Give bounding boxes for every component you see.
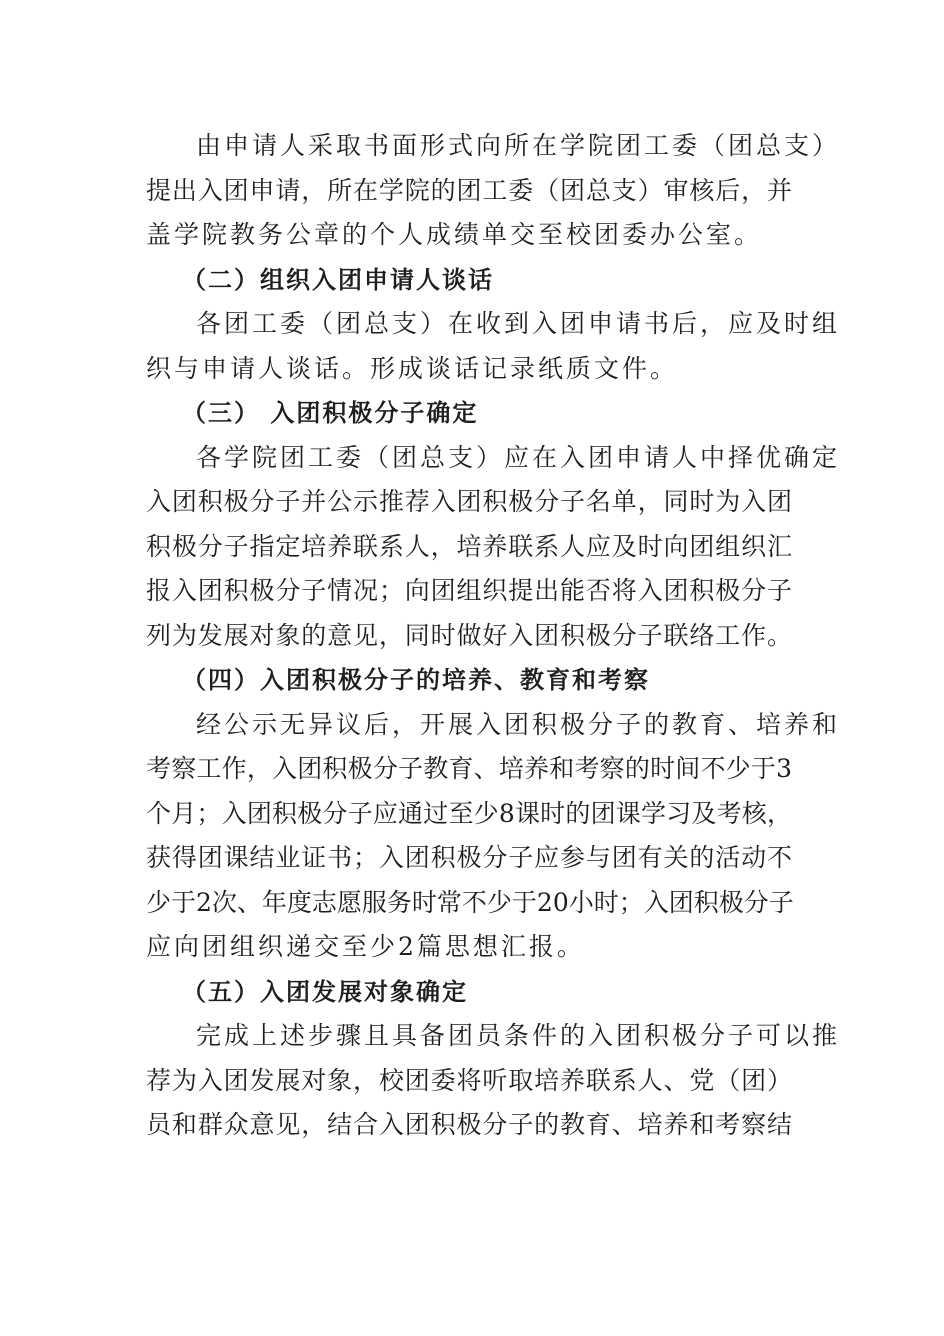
document-body xyxy=(146,124,841,1148)
paragraph-line: 个月；入团积极分子应通过至少8课时的团课学习及考核， xyxy=(146,798,792,828)
paragraph-line: 提出入团申请，所在学院的团工委（团总支）审核后，并 xyxy=(146,175,792,205)
paragraph-line: 员和群众意见，结合入团积极分子的教育、培养和考察结 xyxy=(146,1110,792,1139)
paragraph-line: 应向团组织递交至少2篇思想汇报。 xyxy=(146,932,585,961)
section-heading-5: （五）入团发展对象确定 xyxy=(182,977,468,1006)
section-heading-4: （四）入团积极分子的培养、教育和考察 xyxy=(182,666,650,694)
paragraph-line: 经公示无异议后，开展入团积极分子的教育、培养和 xyxy=(196,709,841,739)
paragraph-line: 列为发展对象的意见，同时做好入团积极分子联络工作。 xyxy=(146,620,792,650)
paragraph-line: 荐为入团发展对象，校团委将听取培养联系人、党（团） xyxy=(146,1065,792,1095)
paragraph-line: 考察工作，入团积极分子教育、培养和考察的时间不少于3 xyxy=(146,754,792,783)
paragraph-line: 盖学院教务公章的个人成绩单交至校团委办公室。 xyxy=(146,220,763,249)
paragraph-line: 完成上述步骤且具备团员条件的入团积极分子可以推 xyxy=(196,1021,841,1050)
paragraph-line: 各团工委（团总支）在收到入团申请书后，应及时组 xyxy=(196,309,841,338)
paragraph-line: 少于2次、年度志愿服务时常不少于20小时；入团积极分子 xyxy=(146,887,794,917)
paragraph-line: 各学院团工委（团总支）应在入团申请人中择优确定 xyxy=(196,442,841,472)
section-heading-2: （二）组织入团申请人谈话 xyxy=(182,265,494,294)
paragraph-line: 报入团积极分子情况；向团组织提出能否将入团积极分子 xyxy=(146,576,792,605)
paragraph-line: 由申请人采取书面形式向所在学院团工委（团总支） xyxy=(196,131,841,160)
section-heading-3: （三） 入团积极分子确定 xyxy=(182,399,479,427)
paragraph-line: 获得团课结业证书；入团积极分子应参与团有关的活动不 xyxy=(146,843,792,872)
paragraph-line: 织与申请人谈话。形成谈话记录纸质文件。 xyxy=(146,353,679,383)
paragraph-line: 入团积极分子并公示推荐入团积极分子名单，同时为入团 xyxy=(146,487,792,516)
paragraph-line: 积极分子指定培养联系人，培养联系人应及时向团组织汇 xyxy=(146,531,792,561)
